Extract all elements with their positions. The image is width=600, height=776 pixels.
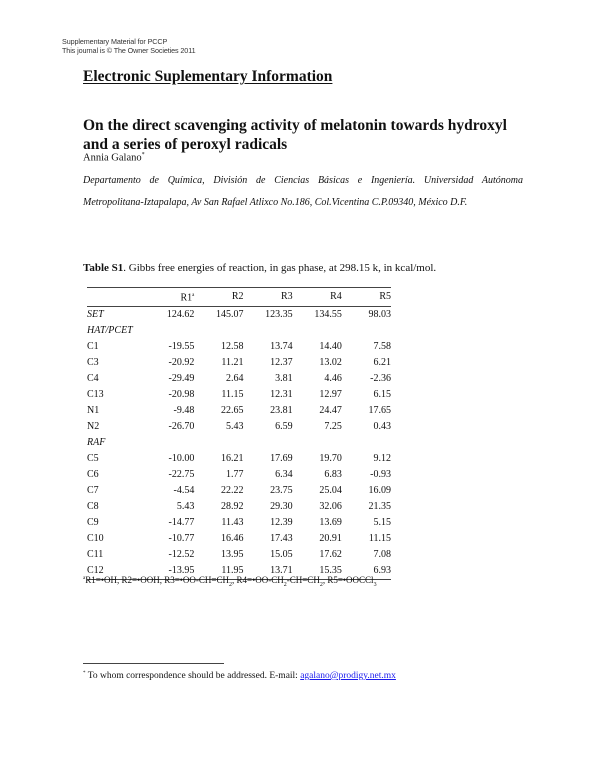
footnote-text: To whom correspondence should be addressed. E-mail: (85, 671, 301, 682)
cell: 0.43 (373, 421, 391, 433)
cell: 28.92 (221, 501, 244, 513)
cell: 14.40 (319, 341, 342, 353)
table-row (87, 547, 391, 563)
column-header-r2: R2 (231, 291, 244, 303)
cell: -12.52 (168, 549, 195, 561)
table-row (87, 419, 391, 435)
cell: 134.55 (314, 309, 342, 321)
cell: 21.35 (368, 501, 391, 513)
email-link[interactable]: agalano@prodigy.net.mx (300, 671, 396, 682)
row-label: C5 (87, 453, 99, 465)
cell: 2.64 (226, 373, 244, 385)
column-header-r4: R4 (330, 291, 342, 303)
table-row (87, 499, 391, 515)
cell: 6.15 (373, 389, 391, 401)
row-label: SET (87, 309, 104, 321)
row-label: C10 (87, 533, 104, 545)
gibbs-energy-table (87, 287, 391, 580)
cell: 13.71 (270, 565, 293, 577)
cell: 25.04 (319, 485, 342, 497)
column-header-r1: R1$^a$ (180, 292, 195, 304)
cell: 7.08 (373, 549, 391, 561)
cell: 17.43 (270, 533, 293, 545)
cell: 32.06 (319, 501, 342, 513)
table-body (87, 307, 391, 580)
cell: -10.77 (168, 533, 195, 545)
cell: 1.77 (226, 469, 244, 481)
cell: -0.93 (370, 469, 391, 481)
cell: 145.07 (216, 309, 244, 321)
cell: 15.35 (319, 565, 342, 577)
row-label: C12 (87, 565, 104, 577)
cell: 13.95 (221, 549, 244, 561)
cell: 13.02 (319, 357, 342, 369)
row-label: C3 (87, 357, 99, 369)
row-label: C11 (87, 549, 104, 561)
cell: -26.70 (168, 421, 195, 433)
cell: 6.21 (373, 357, 391, 369)
cell: 22.65 (221, 405, 244, 417)
author-name: Annia Galano (83, 152, 142, 164)
cell: 7.58 (373, 341, 391, 353)
table-row (87, 355, 391, 371)
cell: -19.55 (168, 341, 195, 353)
cell: 124.62 (166, 309, 195, 321)
paper-title: On the direct scavenging activity of melatonin towards hydroxyl and a series of peroxyl radicals (83, 117, 507, 153)
row-label: C13 (87, 389, 104, 401)
cell: 7.25 (324, 421, 342, 433)
header-line-1: Supplementary Material for PCCP (62, 37, 168, 46)
section-label: RAF (87, 437, 106, 449)
cell: -2.36 (370, 373, 391, 385)
cell: 9.12 (373, 453, 391, 465)
cell: 29.30 (270, 501, 293, 513)
row-label: C9 (87, 517, 99, 529)
cell: 17.69 (270, 453, 293, 465)
table-section-row (87, 323, 391, 339)
cell: -20.98 (168, 389, 195, 401)
table-caption-label: Table S1 (83, 262, 124, 274)
cell: 6.34 (275, 469, 293, 481)
cell: 11.15 (368, 533, 391, 545)
affiliation: Departamento de Química, División de Ciencias Básicas e Ingeniería. Universidad Autónoma Metropolitana-Iztapalapa, Av San Rafael Atlixco No.186, Col.Vicentina C.P.09340, México D.F. (83, 175, 523, 208)
cell: 12.58 (221, 341, 244, 353)
cell: 17.65 (368, 405, 391, 417)
cell: 123.35 (265, 309, 293, 321)
cell: -13.95 (168, 565, 195, 577)
row-label: C4 (87, 373, 99, 385)
cell: 19.70 (319, 453, 342, 465)
cell: 13.69 (319, 517, 342, 529)
table-header-row (87, 288, 391, 307)
table-row (87, 451, 391, 467)
table-row (87, 371, 391, 387)
cell: 11.21 (221, 357, 244, 369)
cell: 16.21 (221, 453, 244, 465)
cell: 11.95 (221, 565, 244, 577)
cell: -9.48 (173, 405, 195, 417)
correspondence-footnote (83, 671, 396, 681)
cell: 4.46 (324, 373, 342, 385)
cell: 22.22 (221, 485, 244, 497)
header-line-2: This journal is © The Owner Societies 2011 (62, 46, 196, 55)
table-section-row (87, 435, 391, 451)
table-row (87, 467, 391, 483)
table-row (87, 515, 391, 531)
table-row (87, 387, 391, 403)
cell: 11.43 (221, 517, 244, 529)
cell: 5.43 (226, 421, 244, 433)
cell: 23.81 (270, 405, 293, 417)
table-footnote: $^a$R1=•OH, R2=•OOH, $R3=•OO-CH=CH_2$, $R4=•OO-CH_2-CH=CH_2$, R5=•OOCCl$_3$ (83, 575, 377, 588)
table-caption (83, 262, 436, 274)
cell: 12.31 (270, 389, 293, 401)
cell: -29.49 (168, 373, 195, 385)
row-label: N1 (87, 405, 100, 417)
cell: 6.59 (275, 421, 293, 433)
table-row (87, 339, 391, 355)
cell: 15.05 (270, 549, 293, 561)
esi-title: Electronic Suplementary Information (83, 68, 333, 85)
cell: 12.97 (319, 389, 342, 401)
footnote-mark: * (83, 671, 86, 676)
table-row-set (87, 307, 391, 324)
row-label: N2 (87, 421, 100, 433)
cell: -22.75 (168, 469, 195, 481)
cell: 11.15 (221, 389, 244, 401)
footnote-divider (83, 663, 224, 664)
column-header-empty (87, 288, 145, 307)
column-header-r3: R3 (280, 291, 293, 303)
cell: 12.37 (270, 357, 293, 369)
table-row (87, 531, 391, 547)
cell: 5.15 (373, 517, 391, 529)
cell: 3.81 (275, 373, 293, 385)
row-label: C7 (87, 485, 99, 497)
author (83, 152, 145, 164)
cell: 5.43 (176, 501, 195, 513)
column-header-r5: R5 (379, 291, 391, 303)
cell: -14.77 (168, 517, 195, 529)
section-label: HAT/PCET (87, 325, 133, 337)
cell: 17.62 (319, 549, 342, 561)
cell: 6.93 (373, 565, 391, 577)
cell: 23.75 (270, 485, 293, 497)
cell: -4.54 (173, 485, 195, 497)
cell: 16.46 (221, 533, 244, 545)
row-label: C1 (87, 341, 99, 353)
cell: 16.09 (368, 485, 391, 497)
cell: 98.03 (368, 309, 391, 321)
row-label: C8 (87, 501, 99, 513)
cell: -10.00 (168, 453, 195, 465)
cell: 6.83 (324, 469, 342, 481)
cell: 24.47 (319, 405, 342, 417)
author-mark: * (141, 152, 145, 158)
cell: 12.39 (270, 517, 293, 529)
table-row (87, 483, 391, 499)
table-row (87, 403, 391, 419)
journal-header-note (62, 37, 195, 55)
cell: 13.74 (270, 341, 293, 353)
cell: 20.91 (319, 533, 342, 545)
table-caption-text: . Gibbs free energies of reaction, in gas phase, at 298.15 k, in kcal/mol. (123, 262, 437, 274)
row-label: C6 (87, 469, 99, 481)
cell: -20.92 (168, 357, 195, 369)
